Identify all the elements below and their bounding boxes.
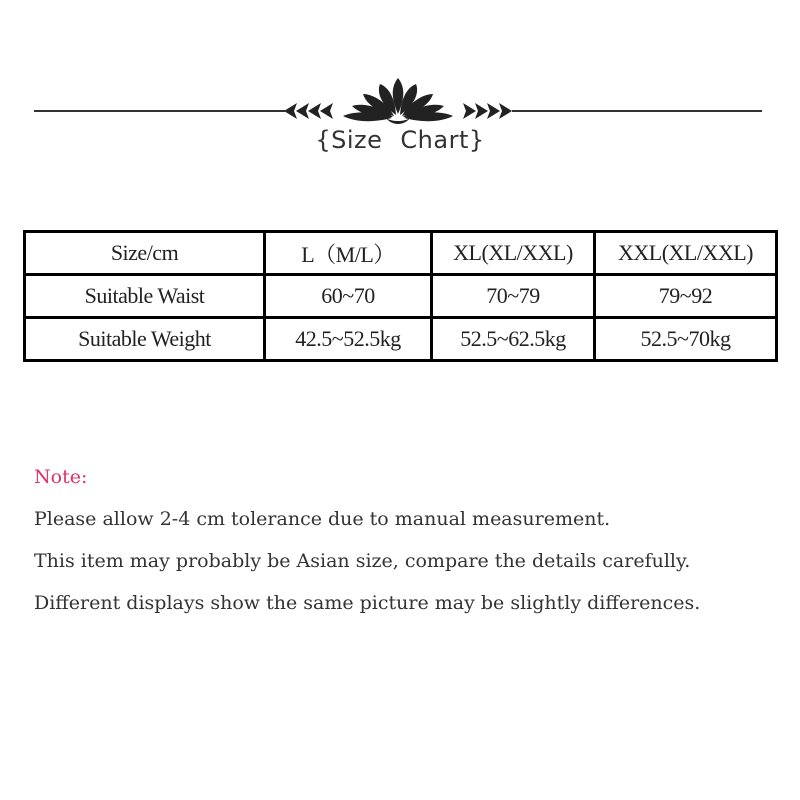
table-cell: L（M/L） — [265, 232, 432, 275]
table-cell: 42.5~52.5kg — [265, 318, 432, 361]
table-cell: XXL(XL/XXL) — [595, 232, 777, 275]
table-row-waist — [25, 275, 777, 318]
table-cell: Size/cm — [25, 232, 265, 275]
table-cell: XL(XL/XXL) — [432, 232, 595, 275]
page-title — [0, 126, 800, 154]
table-cell: 79~92 — [595, 275, 777, 318]
note-line: Different displays show the same picture may be slightly differences. — [34, 592, 701, 614]
note-line: Please allow 2-4 cm tolerance due to manual measurement. — [34, 508, 611, 530]
table-cell: 60~70 — [265, 275, 432, 318]
notes-section — [34, 466, 700, 622]
table-cell: 52.5~70kg — [595, 318, 777, 361]
table-row-weight — [25, 318, 777, 361]
table-cell: 52.5~62.5kg — [432, 318, 595, 361]
table-cell: 70~79 — [432, 275, 595, 318]
size-chart-table — [23, 230, 778, 362]
table-row-size — [25, 232, 777, 275]
table-cell: Suitable Weight — [25, 318, 265, 361]
note-line: This item may probably be Asian size, compare the details carefully. — [34, 550, 691, 572]
ornament-icon — [0, 70, 800, 130]
title-part-chart: Chart} — [400, 126, 485, 154]
table-cell: Suitable Waist — [25, 275, 265, 318]
title-part-size: {Size — [315, 126, 383, 154]
note-title: Note: — [34, 466, 88, 488]
header-ornament — [0, 70, 800, 170]
